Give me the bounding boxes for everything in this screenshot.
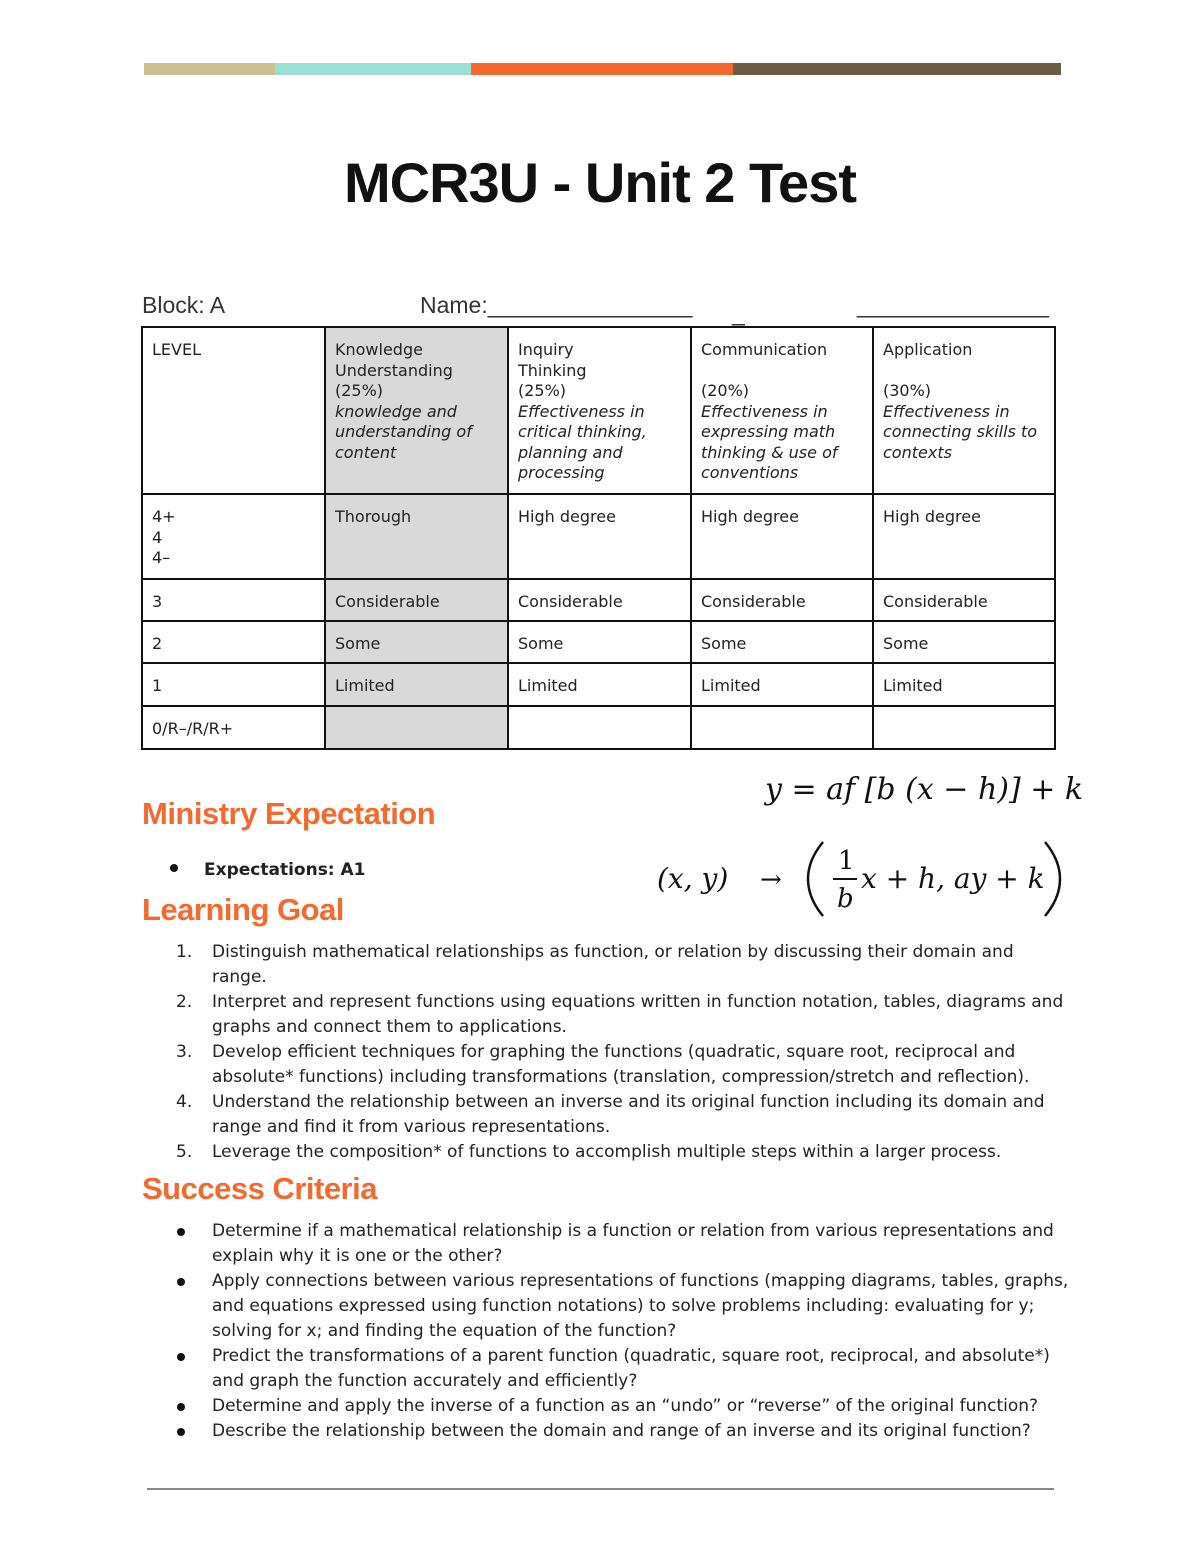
- header-description: understanding of: [335, 422, 472, 441]
- rubric-cell: Considerable: [325, 579, 508, 621]
- bullet-icon: [177, 1403, 185, 1411]
- color-bar: [144, 63, 1061, 75]
- header-description: conventions: [701, 463, 799, 482]
- learning-goal-text: Leverage the composition* of functions to accomplish multiple steps within a larger process.: [212, 1142, 1002, 1162]
- level-cell: [142, 621, 325, 663]
- header-description: thinking & use of: [701, 442, 838, 462]
- success-criteria-item: [170, 1394, 1070, 1419]
- rubric-cell: Thorough: [325, 494, 508, 579]
- rubric-cell: High degree: [508, 494, 691, 579]
- name-field-underscore: _: [732, 300, 745, 326]
- learning-goal-list: [170, 940, 1070, 1165]
- learning-goal-item: [170, 940, 1070, 990]
- level-cell: [142, 579, 325, 621]
- rubric-row: [142, 579, 1055, 621]
- rubric-cell: Some: [508, 621, 691, 663]
- level-cell: [142, 663, 325, 706]
- bullet-icon: [177, 1228, 185, 1236]
- learning-goal-text: Interpret and represent functions using equations written in function notation, tables, diagrams and graphs and connect them to applications.: [212, 992, 1064, 1037]
- level-value: 4+: [152, 507, 176, 526]
- bullet-icon: [177, 1353, 185, 1361]
- rubric-cell: Limited: [691, 663, 873, 706]
- color-bar-segment-orange: [471, 63, 733, 75]
- name-line: [142, 292, 1057, 326]
- header-description: planning and: [518, 442, 623, 462]
- level-value: 0/R–/R/R+: [152, 719, 234, 738]
- rubric-cell: Considerable: [873, 579, 1055, 621]
- rubric-row: [142, 663, 1055, 706]
- rubric-cell: Limited: [873, 663, 1055, 706]
- header-description: contexts: [883, 442, 952, 462]
- header-line: Knowledge: [335, 340, 423, 359]
- bullet-icon: [170, 864, 178, 872]
- rubric-header-cell: [508, 327, 691, 494]
- rubric-header-cell: [142, 327, 325, 494]
- header-line: Thinking: [518, 360, 587, 380]
- left-paren: [808, 842, 823, 916]
- mapping-formula-svg: [655, 836, 1065, 922]
- learning-goal-text: Understand the relationship between an inverse and its original function including its domain and range and find it from various representations.: [212, 1092, 1045, 1137]
- success-criteria-list: [170, 1219, 1070, 1444]
- learning-goal-number: 3.: [176, 1042, 193, 1062]
- header-line: Communication: [701, 340, 828, 359]
- block-label: Block: A: [142, 292, 226, 318]
- header-line: Understanding: [335, 360, 453, 380]
- success-criteria-text: Determine and apply the inverse of a function as an “undo” or “reverse” of the original function?: [212, 1396, 1039, 1416]
- header-description: critical thinking,: [518, 422, 647, 441]
- mapping-arrow: →: [760, 865, 782, 895]
- header-line: (25%): [518, 381, 567, 400]
- level-value: 4–: [152, 548, 171, 567]
- success-criteria-text: Predict the transformations of a parent function (quadratic, square root, reciprocal, and absolute*) and graph the function accurately and efficiently?: [212, 1346, 1050, 1391]
- rubric-cell: Considerable: [691, 579, 873, 621]
- level-cell: [142, 494, 325, 579]
- header-description: processing: [518, 463, 605, 482]
- learning-goal-number: 1.: [176, 942, 193, 962]
- mapping-formula: [655, 836, 1065, 926]
- header-line: (25%): [335, 381, 384, 400]
- header-line: Application: [883, 340, 973, 359]
- header-description: content: [335, 442, 397, 462]
- rubric-header-row: [142, 327, 1055, 494]
- header-line: [883, 361, 1046, 382]
- mapping-right: x + h, ay + k: [861, 862, 1045, 895]
- success-criteria-item: [170, 1219, 1070, 1269]
- learning-goal-heading: Learning Goal: [142, 892, 344, 927]
- learning-goal-text: Distinguish mathematical relationships as function, or relation by discussing their domain and range.: [212, 942, 1014, 987]
- header-line: (20%): [701, 381, 750, 400]
- color-bar-segment-brown: [733, 63, 1061, 75]
- rubric-cell: [325, 706, 508, 749]
- success-criteria-item: [170, 1419, 1070, 1444]
- rubric-cell: Some: [325, 621, 508, 663]
- learning-goal-item: [170, 1140, 1070, 1165]
- success-criteria-heading: Success Criteria: [142, 1171, 377, 1206]
- level-value: 3: [152, 592, 163, 611]
- rubric-cell: [691, 706, 873, 749]
- ministry-expectation-heading: Ministry Expectation: [142, 796, 436, 831]
- mapping-left: (x, y): [657, 862, 729, 895]
- color-bar-segment-tan: [144, 63, 275, 75]
- learning-goal-item: [170, 990, 1070, 1040]
- rubric-cell: High degree: [873, 494, 1055, 579]
- bullet-icon: [177, 1428, 185, 1436]
- name-field-2[interactable]: _______________: [857, 292, 1049, 318]
- learning-goal-number: 4.: [176, 1092, 193, 1112]
- rubric-row: [142, 621, 1055, 663]
- header-line: Inquiry: [518, 340, 574, 359]
- level-value: 4: [152, 527, 163, 547]
- header-description: connecting skills to: [883, 422, 1038, 441]
- header-line: (30%): [883, 381, 932, 400]
- rubric-cell: High degree: [691, 494, 873, 579]
- fraction-denominator: b: [837, 884, 854, 914]
- success-criteria-text: Apply connections between various representations of functions (mapping diagrams, tables, graphs, and equations expressed using function notations) to solve problems including: evaluating for y; solving for x; and finding the equation of the function?: [212, 1271, 1069, 1341]
- success-criteria-item: [170, 1269, 1070, 1344]
- right-paren: [1045, 842, 1060, 916]
- header-description: Effectiveness in: [701, 401, 828, 421]
- rubric-cell: Limited: [325, 663, 508, 706]
- success-criteria-text: Describe the relationship between the domain and range of an inverse and its original function?: [212, 1421, 1031, 1441]
- name-field[interactable]: Name:________________: [420, 292, 693, 318]
- learning-goal-item: [170, 1090, 1070, 1140]
- learning-goal-number: 5.: [176, 1142, 193, 1162]
- bullet-icon: [177, 1278, 185, 1286]
- learning-goal-text: Develop efficient techniques for graphing the functions (quadratic, square root, reciprocal and absolute* functions) including transformations (translation, compression/stretch and reflection).: [212, 1042, 1030, 1087]
- expectation-item: [170, 860, 366, 880]
- level-value: 2: [152, 634, 163, 653]
- header-description: knowledge and: [335, 401, 457, 421]
- learning-goal-number: 2.: [176, 992, 193, 1012]
- bottom-divider: [147, 1488, 1054, 1490]
- fraction-numerator: 1: [838, 846, 855, 876]
- rubric-cell: Considerable: [508, 579, 691, 621]
- expectation-text: Expectations: A1: [204, 860, 366, 880]
- transformation-formula: y = af [b (x − h)] + k: [765, 772, 1084, 807]
- header-line: LEVEL: [152, 340, 201, 359]
- header-description: Effectiveness in: [518, 401, 645, 421]
- header-description: Effectiveness in: [883, 401, 1010, 421]
- page-title: MCR3U - Unit 2 Test: [344, 151, 856, 214]
- rubric-row: [142, 706, 1055, 749]
- rubric-cell: [508, 706, 691, 749]
- rubric-row: [142, 494, 1055, 579]
- rubric-header-cell: [873, 327, 1055, 494]
- rubric-table: [141, 326, 1056, 750]
- header-line: [701, 361, 864, 382]
- color-bar-segment-teal: [275, 63, 471, 75]
- rubric-header-cell: [691, 327, 873, 494]
- rubric-cell: Some: [691, 621, 873, 663]
- header-description: expressing math: [701, 422, 836, 441]
- rubric-cell: Limited: [508, 663, 691, 706]
- rubric-cell: Some: [873, 621, 1055, 663]
- level-cell: [142, 706, 325, 749]
- rubric-cell: [873, 706, 1055, 749]
- level-value: 1: [152, 676, 163, 695]
- learning-goal-item: [170, 1040, 1070, 1090]
- success-criteria-text: Determine if a mathematical relationship is a function or relation from various representations and explain why it is one or the other?: [212, 1221, 1054, 1266]
- rubric-header-cell: [325, 327, 508, 494]
- success-criteria-item: [170, 1344, 1070, 1394]
